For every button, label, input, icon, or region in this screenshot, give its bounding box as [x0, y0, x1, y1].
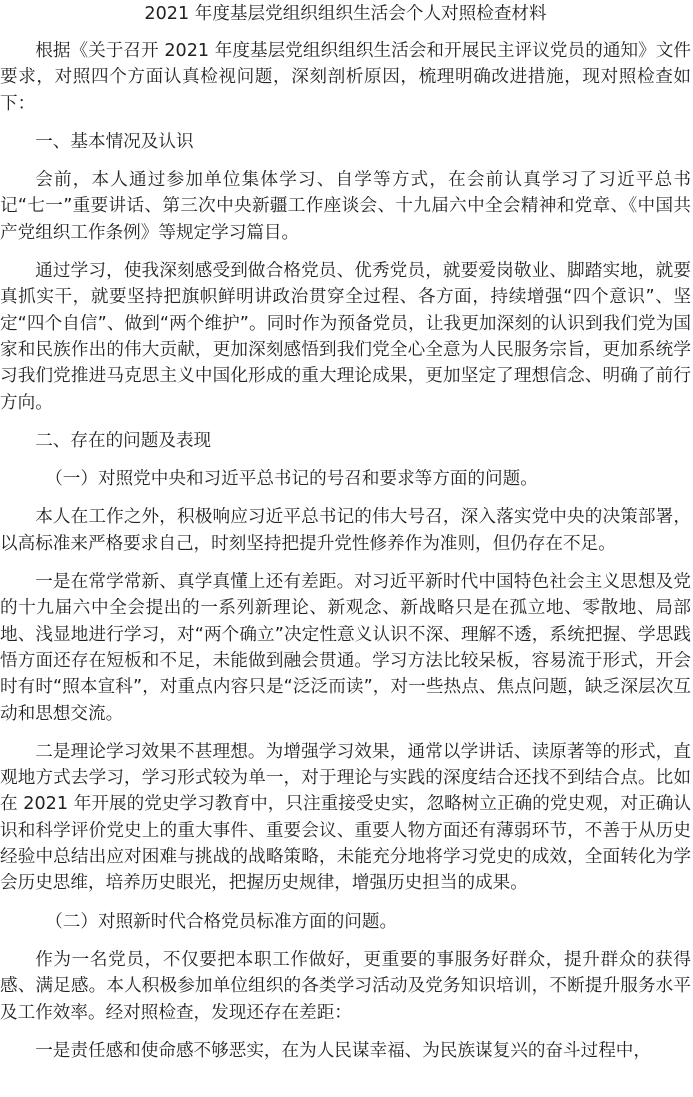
- paragraph: 会前，本人通过参加单位集体学习、自学等方式，在会前认真学习了习近平总书记“七一”重要讲话、第三次中央新疆工作座谈会、十九届六中全会精神和党章、《中国共产党组织工作条例》等规定学习篇目。: [0, 170, 691, 243]
- paragraph: 二是理论学习效果不甚理想。为增强学习效果，通常以学讲话、读原著等的形式，直观地方式去学习，学习形式较为单一，对于理论与实践的深度结合还找不到结合点。比如在 2021 年开展的党史学习教育中，只注重接受史实，忽略树立正确的党史观，对正确认识和科学评价党史上的重大事件、重要会议、重要人物方面还有薄弱环节，不善于从历史经验中总结出应对困难与挑战的战略策略，未能充分地将学习党史的成效，全面转化为学会历史思维，培养历史眼光，把握历史规律，增强历史担当的成果。: [0, 741, 691, 894]
- document-title: 2021 年度基层党组织组织生活会个人对照检查材料: [144, 4, 547, 24]
- paragraph: 一是在常学常新、真学真懂上还有差距。对习近平新时代中国特色社会主义思想及党的十九届六中全会提出的一系列新理论、新观念、新战略只是在孤立地、零散地、局部地、浅显地进行学习，对“两个确立”决定性意义认识不深、理解不透，系统把握、学思践悟方面还存在短板和不足，未能做到融会贯通。学习方法比较呆板，容易流于形式，开会时有时“照本宣科”，对重点内容只是“泛泛而读”，对一些热点、焦点问题，缺乏深层次互动和思想交流。: [0, 572, 691, 724]
- paragraph-cut-off: 一是责任感和使命感不够恶实，在为人民谋幸福、为民族谋复兴的奋斗过程中，: [35, 1040, 651, 1061]
- intro-paragraph: 根据《关于召开 2021 年度基层党组织组织生活会和开展民主评议党员的通知》文件要求，对照四个方面认真检视问题，深刻剖析原因，梳理明确改进措施，现对照检查如下：: [0, 41, 691, 114]
- paragraph: 通过学习，使我深刻感受到做合格党员、优秀党员，就要爱岗敬业、脚踏实地，就要真抓实干，就要坚持把旗帜鲜明讲政治贯穿全过程、各方面，持续增强“四个意识”、坚定“四个自信”、做到“两个维护”。同时作为预备党员，让我更加深刻的认识到我们党为国家和民族作出的伟大贡献，更加深刻感悟到我们党全心全意为人民服务宗旨，更加系统学习我们党推进马克思主义中国化形成的重大理论成果，更加坚定了理想信念、明确了前行方向。: [0, 261, 691, 413]
- section-heading-basic-situation: 一、基本情况及认识: [35, 131, 194, 152]
- subheading-central-requirements: （一）对照党中央和习近平总书记的号召和要求等方面的问题。: [45, 469, 538, 490]
- section-heading-problems: 二、存在的问题及表现: [35, 430, 212, 451]
- paragraph: 本人在工作之外，积极响应习近平总书记的伟大号召，深入落实党中央的决策部署，以高标准来严格要求自己，时刻坚持把提升党性修养作为准则，但仍存在不足。: [0, 507, 691, 554]
- subheading-party-member-standards: （二）对照新时代合格党员标准方面的问题。: [45, 911, 398, 932]
- paragraph: 作为一名党员，不仅要把本职工作做好，更重要的事服务好群众，提升群众的获得感、满足感。本人积极参加单位组织的各类学习活动及党务知识培训，不断提升服务水平及工作效率。经对照检查，发现还存在差距：: [0, 949, 691, 1023]
